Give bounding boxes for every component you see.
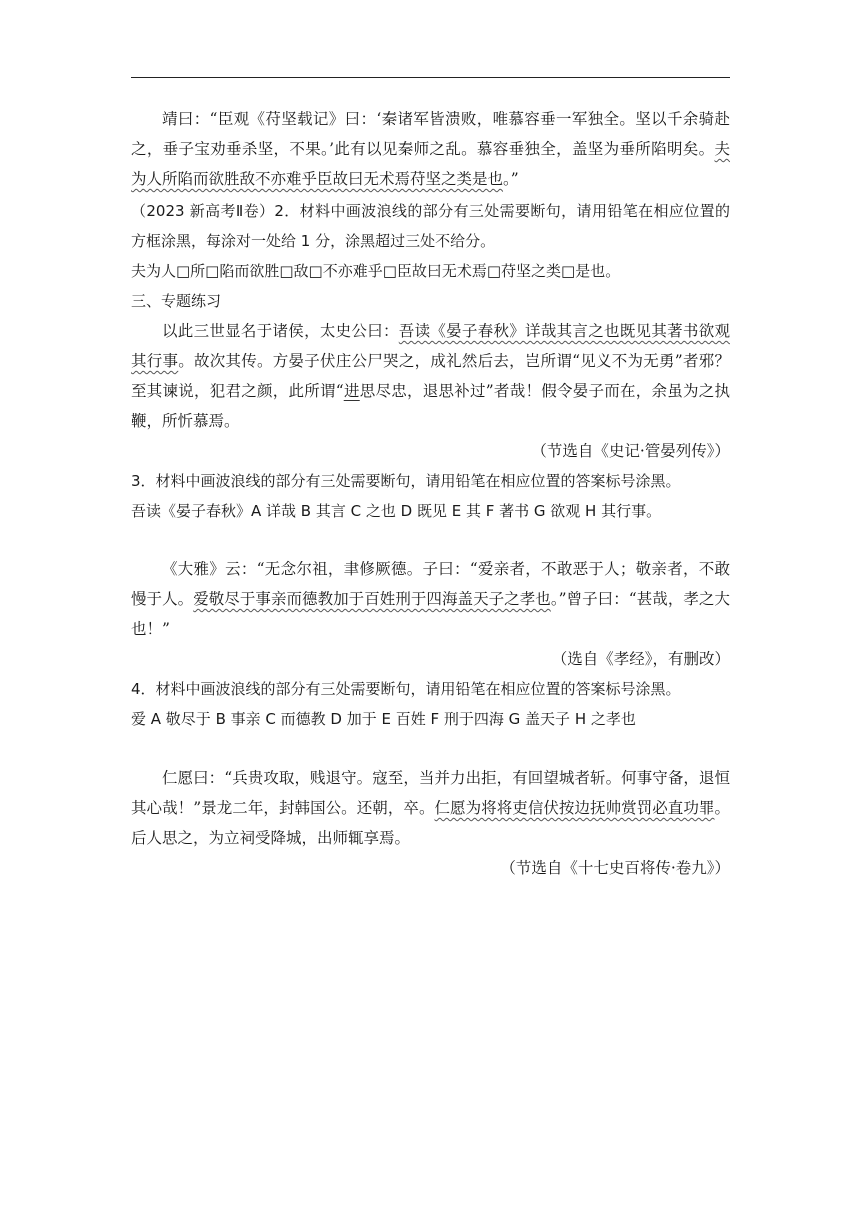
passage-4-text-b: 。”曾子曰：“甚哉，孝之大也！” bbox=[131, 590, 730, 638]
passage-5-text-a: 仁愿曰：“兵贵攻取，贱退守。寇至，当并力出拒，有回望城者斩。何事守备，退恒其心哉！”景龙二年，封韩国公。还朝，卒。 bbox=[131, 769, 730, 817]
passage-1 bbox=[131, 104, 730, 194]
passage-1-wavy-text: 夫为人所陷而欲胜敌不亦难乎臣故曰无术焉苻坚之类是也 bbox=[131, 140, 730, 188]
question-4-options: 爱 A 敬尽于 B 事亲 C 而德教 D 加于 E 百姓 F 刑于四海 G 盖天子 H 之孝也 bbox=[131, 710, 636, 728]
passage-5-source: （节选自《十七史百将传·卷九》） bbox=[500, 859, 730, 877]
passage-3-text-c: 思尽忠，退思补过”者哉！假令晏子而在，余虽为之执鞭，所忻慕焉。 bbox=[131, 382, 730, 430]
passage-4-source: （选自《孝经》，有删改） bbox=[551, 650, 730, 668]
passage-3-text-b: 。故次其传。方晏子伏庄公尸哭之，成礼然后去，岂所谓“见义不为无勇”者邪？至其谏说，犯君之颜，此所谓“ bbox=[131, 352, 730, 400]
question-4-prompt: 4．材料中画波浪线的部分有三处需要断句，请用铅笔在相应位置的答案标号涂黑。 bbox=[131, 680, 681, 698]
question-2-prompt: （2023 新高考Ⅱ卷）2．材料中画波浪线的部分有三处需要断句，请用铅笔在相应位置的方框涂黑，每涂对一处给 1 分，涂黑超过三处不给分。 bbox=[131, 202, 730, 250]
header-rule bbox=[131, 77, 730, 78]
passage-3-source: （节选自《史记·管晏列传》） bbox=[531, 442, 730, 460]
section-title: 三、专题练习 bbox=[131, 292, 222, 310]
question-3-options: 吾读《晏子春秋》A 详哉 B 其言 C 之也 D 既见 E 其 F 著书 G 欲观 H 其行事。 bbox=[131, 502, 662, 520]
passage-5-wavy-text: 仁愿为将将吏信伏按边抚帅赏罚必直功罪 bbox=[434, 799, 715, 817]
passage-1-text: 靖曰：“臣观《苻坚载记》曰：‘秦诸军皆溃败，唯慕容垂一军独全。坚以千余骑赴之，垂子宝劝垂杀坚，不果。’此有以见秦师之乱。慕容垂独全，盖坚为垂所陷明矣。 bbox=[131, 110, 730, 158]
question-2-options: 夫为人□所□陷而欲胜□敌□不亦难乎□臣故曰无术焉□苻坚之类□是也。 bbox=[131, 262, 621, 280]
passage-5-text-b: 。后人思之，为立祠受降城，出师辄享焉。 bbox=[131, 799, 730, 847]
passage-3-text-a: 以此三世显名于诸侯，太史公曰： bbox=[162, 322, 399, 340]
passage-3 bbox=[131, 316, 730, 436]
passage-3-wavy-text: 吾读《晏子春秋》详哉其言之也既见其著书欲观其行事 bbox=[131, 322, 730, 370]
content-area bbox=[131, 104, 730, 883]
passage-3-underlined-char: 进 bbox=[343, 382, 360, 400]
question-3-prompt: 3．材料中画波浪线的部分有三处需要断句，请用铅笔在相应位置的答案标号涂黑。 bbox=[131, 472, 681, 490]
passage-4 bbox=[131, 554, 730, 644]
passage-4-text-a: 《大雅》云：“无念尔祖，聿修厥德。子曰：“爱亲者，不敢恶于人；敬亲者，不敢慢于人。 bbox=[131, 560, 730, 608]
passage-4-wavy-text: 爱敬尽于事亲而德教加于百姓刑于四海盖天子之孝也 bbox=[193, 590, 551, 608]
passage-1-end: 。” bbox=[503, 170, 519, 188]
passage-5 bbox=[131, 763, 730, 853]
